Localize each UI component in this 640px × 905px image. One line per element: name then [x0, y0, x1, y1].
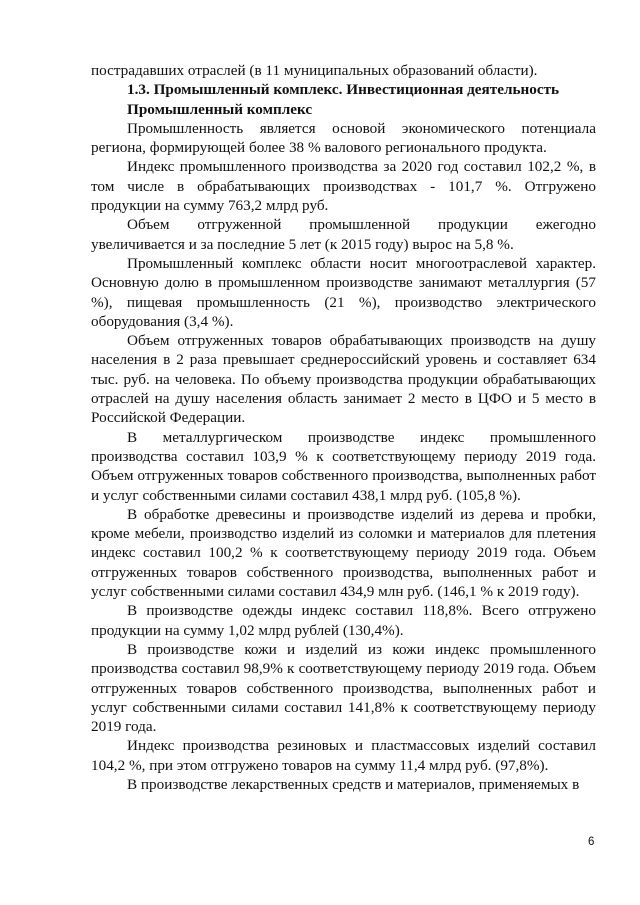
paragraph: В производстве одежды индекс составил 118,8%. Всего отгружено продукции на сумму 1,02 млрд рублей (130,4%). [91, 602, 596, 639]
paragraph: В производстве лекарственных средств и материалов, применяемых в [127, 775, 580, 793]
body-text [91, 61, 596, 794]
paragraph: Промышленный комплекс области носит многоотраслевой характер. Основную долю в промышленном производстве занимают металлургия (57 %), пищевая промышленность (21 %), производство электрического оборудования (3,4 %). [91, 254, 596, 330]
paragraph: Объем отгруженных товаров обрабатывающих производств на душу населения в 2 раза превышает среднероссийский уровень и составляет 634 тыс. руб. на человека. По объему производства продукции обрабатывающих отраслей на душу населения область занимает 2 место в ЦФО и 5 место в Российской Федерации. [91, 332, 596, 427]
continuation-paragraph: пострадавших отраслей (в 11 муниципальных образований области). [91, 62, 538, 79]
paragraph: В производстве кожи и изделий из кожи индекс промышленного производства составил 98,9% к соответствующему периоду 2019 года. Объем отгруженных товаров собственного производства, выполненных работ и услуг собственными силами составил 141,8% к соответствующему периоду 2019 года. [91, 640, 596, 736]
paragraph: Индекс промышленного производства за 2020 год составил 102,2 %, в том числе в обрабатывающих производствах - 101,7 %. Отгружено продукции на сумму 763,2 млрд руб. [91, 158, 596, 215]
paragraph: Индекс производства резиновых и пластмассовых изделий составил 104,2 %, при этом отгружено товаров на сумму 11,4 млрд руб. (97,8%). [91, 737, 596, 774]
paragraph: В металлургическом производстве индекс промышленного производства составил 103,9 % к соответствующему периоду 2019 года. Объем отгруженных товаров собственного производства, выполненных работ и услуг собственными силами составил 438,1 млрд руб. (105,8 %). [91, 428, 596, 504]
subsection-heading: Промышленный комплекс [127, 100, 313, 118]
paragraph: Промышленность является основой экономического потенциала региона, формирующей более 38 % валового регионального продукта. [91, 119, 596, 157]
paragraph: Объем отгруженной промышленной продукции ежегодно увеличивается и за последние 5 лет (к 2015 году) вырос на 5,8 %. [91, 216, 596, 253]
page-number: 6 [588, 836, 595, 848]
paragraph: В обработке древесины и производстве изделий из дерева и пробки, кроме мебели, производство изделий из соломки и материалов для плетения индекс составил 100,2 % к соответствующему периоду 2019 года. Объем отгруженных товаров собственного производства, выполненных работ и услуг собственными силами составил 434,9 млн руб. (146,1 % к 2019 году). [91, 505, 596, 601]
section-heading: 1.3. Промышленный комплекс. Инвестиционная деятельность [127, 81, 560, 99]
